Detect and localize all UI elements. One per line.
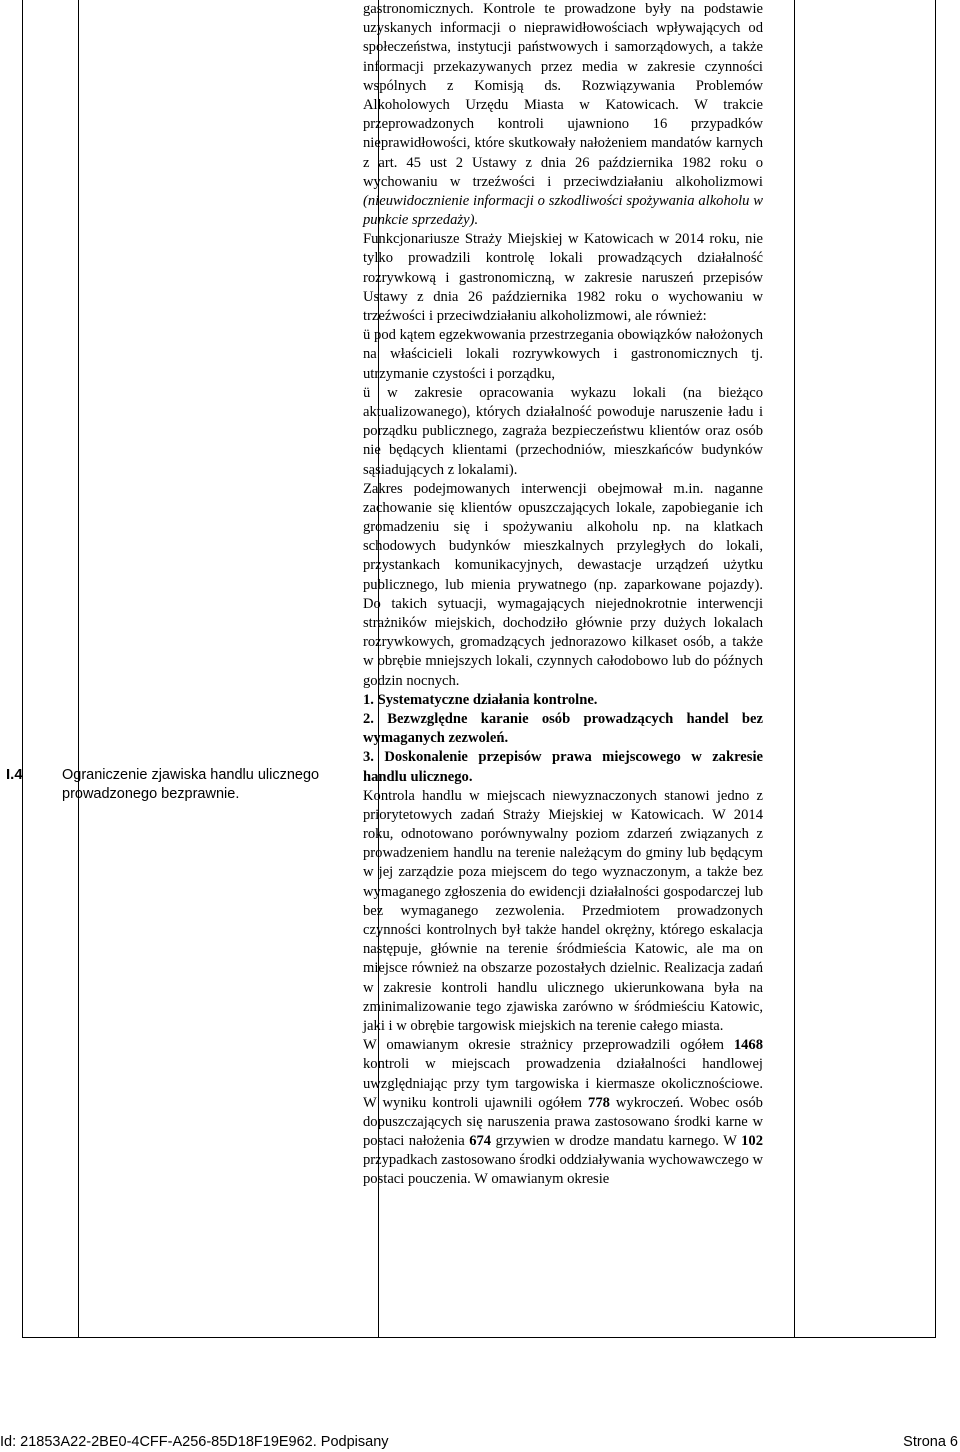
row-content <box>363 0 763 1190</box>
document-id: Id: 21853A22-2BE0-4CFF-A256-85D18F19E962. Podpisany <box>0 1434 389 1450</box>
page-footer <box>0 1432 960 1452</box>
row-number: I.4 <box>6 766 23 783</box>
task-heading: 1. Systematyczne działania kontrolne. <box>363 691 598 708</box>
bullet-item: ü pod kątem egzekwowania przestrzegania obowiązków nałożonych na właścicieli lokali rozrywkowych i gastronomicznych tj. utrzymanie czystości i porządku, <box>363 327 763 382</box>
task-heading: 3. Doskonalenie przepisów prawa miejscowego w zakresie handlu ulicznego. <box>363 749 763 785</box>
paragraph: gastronomicznych. Kontrole te prowadzone były na podstawie uzyskanych informacji o nieprawidłowościach wpływających od społeczeństwa, instytucji państwowych i samorządowych, a także informacji przekazywanych przez media w zakresie czynności wspólnych z Komisją ds. Rozwiązywania Problemów Alkoholowych Urzędu Miasta w Katowicach. W trakcie przeprowadzonych kontroli ujawniono 16 przypadków nieprawidłowości, które skutkowały nałożeniem mandatów karnych z art. 45 ust 2 Ustawy z dnia 26 października 1982 roku o wychowaniu w trzeźwości i przeciwdziałaniu alkoholizmowi (nieuwidocznienie informacji o szkodliwości spożywania alkoholu w punkcie sprzedaży). <box>363 1 763 229</box>
paragraph: Kontrola handlu w miejscach niewyznaczonych stanowi jedno z priorytetowych zadań Straży Miejskiej w Katowicach. W 2014 roku, odnotowano porównywalny poziom zdarzeń związanych z prowadzeniem handlu na terenie należącym do gminy lub będącym w jej zarządzie poza miejscem do tego wyznaczonym, a także bez wymaganego zgłoszenia do ewidencji działalności gospodarczej lub bez wymaganego zezwolenia. Przedmiotem prowadzonych czynności kontrolnych był także handel okrężny, którego eskalacja następuje, głównie na terenie śródmieścia Katowic, ale ma on miejsce również na obszarze pozostałych dzielnic. Realizacja zadań w zakresie kontroli handlu ulicznego ukierunkowana była na zminimalizowanie tego zjawiska zarówno w śródmieściu Katowic, jaki i w obrębie targowisk miejskich na terenie całego miasta. <box>363 787 763 1034</box>
paragraph: Zakres podejmowanych interwencji obejmował m.in. naganne zachowanie się klientów opuszczających lokale, zapobieganie ich gromadzeniu się i spożywaniu alkoholu np. na klatkach schodowych budynków mieszkalnych przyległych do lokali, przystankach komunikacyjnych, dewastacje urządzeń użytku publicznego, lub mienia prywatnego (np. zaparkowane pojazdy). Do takich sytuacji, wymagających niejednokrotnie interwencji strażników miejskich, dochodziło głównie przy dużych lokalach rozrywkowych, gromadzących jednorazowo kilkaset osób, a także w obrębie mniejszych lokali, czynnych całodobowo lub do późnych godzin nocnych. <box>363 480 763 689</box>
column-divider <box>78 0 79 1337</box>
paragraph: Funkcjonariusze Straży Miejskiej w Katowicach w 2014 roku, nie tylko prowadzili kontrolę lokali prowadzących działalność rozrywkową i gastronomiczną, w zakresie naruszeń przepisów Ustawy z dnia 26 października 1982 roku o wychowaniu w trzeźwości i przeciwdziałaniu alkoholizmowi, ale również: <box>363 231 763 324</box>
row-description: Ograniczenie zjawiska handlu ulicznego prowadzonego bezprawnie. <box>62 767 320 802</box>
task-heading: 2. Bezwzględne karanie osób prowadzących handel bez wymaganych zezwoleń. <box>363 710 763 747</box>
column-divider <box>794 0 795 1337</box>
bullet-item: ü w zakresie opracowania wykazu lokali (na bieżąco aktualizowanego), których działalność powoduje naruszenie ładu i porządku publicznego, zagraża bezpieczeństwu klientów oraz osób nie będących klientami (przechodniów, mieszkańców budynków sąsiadujących z lokalami). <box>363 384 763 478</box>
italic-note: (nieuwidocznienie informacji o szkodliwości spożywania alkoholu w punkcie sprzedaży). <box>363 192 763 229</box>
page-number: Strona 6 <box>903 1434 958 1450</box>
paragraph: W omawianym okresie strażnicy przeprowadzili ogółem 1468 kontroli w miejscach prowadzenia działalności handlowej uwzględniając przy tym targowiska i kiermasze okolicznościowe. W wyniku kontroli ujawnili ogółem 778 wykroczeń. Wobec osób dopuszczających się naruszenia prawa zastosowano środki karne w postaci nałożenia 674 grzywien w drodze mandatu karnego. W 102 przypadkach zastosowano środki oddziaływania wychowawczego w postaci pouczenia. W omawianym okresie <box>363 1037 764 1188</box>
